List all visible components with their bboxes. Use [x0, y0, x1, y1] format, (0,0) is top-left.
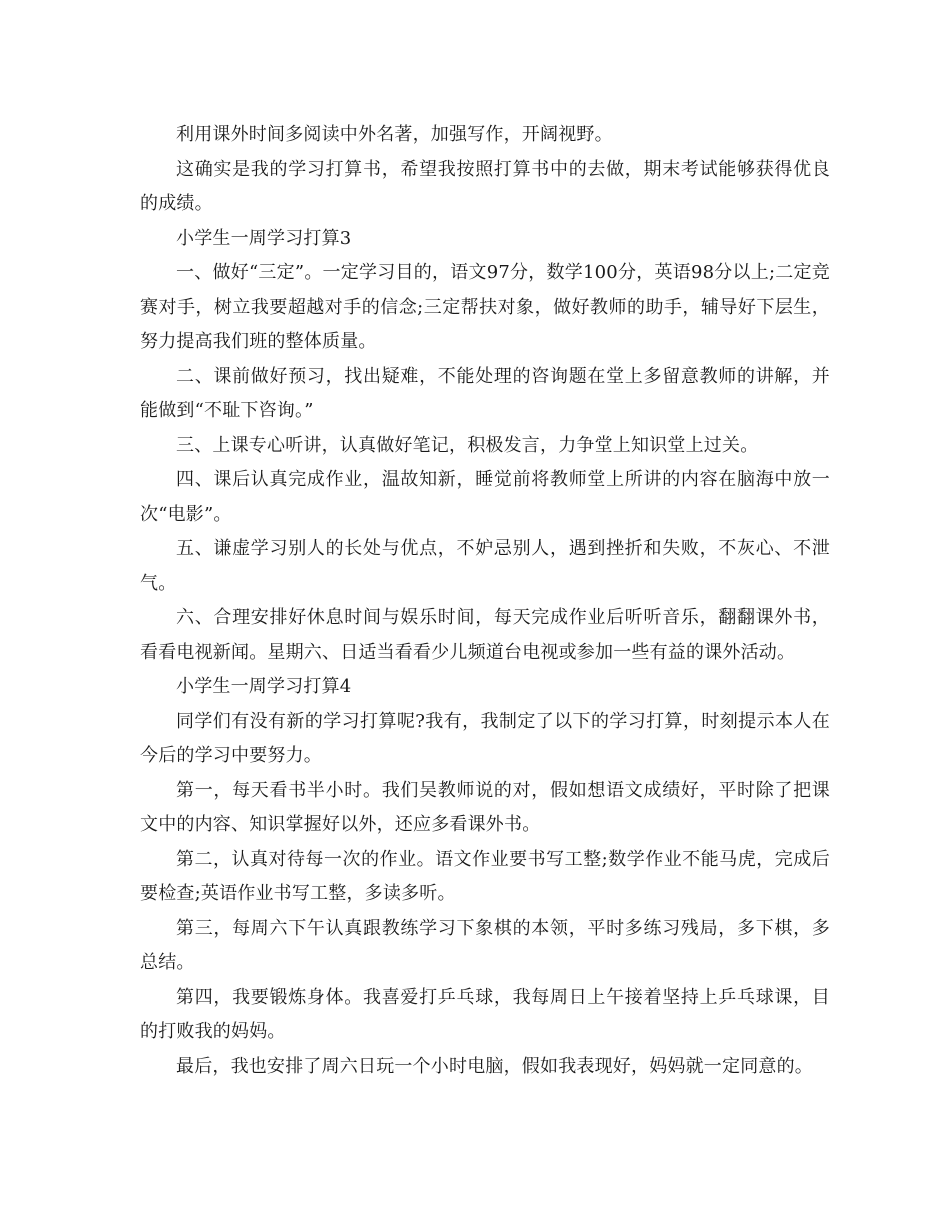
- paragraph-item-6: 六、合理安排好休息时间与娱乐时间，每天完成作业后听听音乐，翻翻课外书，看看电视新闻。星期六、日适当看看少儿频道台电视或参加一些有益的课外活动。: [140, 607, 830, 663]
- section-heading-plan-3: 小学生一周学习打算3: [176, 227, 352, 249]
- document-page: [140, 118, 830, 1084]
- paragraph-plan-summary: 这确实是我的学习打算书，希望我按照打算书中的去做，期末考试能够获得优良的成绩。: [140, 158, 830, 214]
- paragraph-first: 第一，每天看书半小时。我们吴教师说的对，假如想语文成绩好，平时除了把课文中的内容、知识掌握好以外，还应多看课外书。: [140, 779, 830, 835]
- paragraph-second: 第二，认真对待每一次的作业。语文作业要书写工整;数学作业不能马虎，完成后要检查;英语作业书写工整，多读多听。: [140, 848, 830, 904]
- paragraph-item-3: 三、上课专心听讲，认真做好笔记，积极发言，力争堂上知识堂上过关。: [176, 434, 759, 456]
- paragraph-third: 第三，每周六下午认真跟教练学习下象棋的本领，平时多练习残局，多下棋，多总结。: [140, 917, 830, 973]
- paragraph-item-5: 五、谦虚学习别人的长处与优点，不妒忌别人，遇到挫折和失败，不灰心、不泄气。: [140, 538, 830, 594]
- section-heading-plan-4: 小学生一周学习打算4: [176, 676, 352, 697]
- paragraph-fourth: 第四，我要锻炼身体。我喜爱打乒乓球，我每周日上午接着坚持上乒乓球课，目的打败我的妈妈。: [140, 986, 830, 1042]
- paragraph-finally: 最后，我也安排了周六日玩一个小时电脑，假如我表现好，妈妈就一定同意的。: [176, 1055, 813, 1077]
- paragraph-item-2: 二、课前做好预习，找出疑难，不能处理的咨询题在堂上多留意教师的讲解，并能做到“不耻下咨询。”: [140, 365, 830, 421]
- paragraph-reading-plan: 利用课外时间多阅读中外名著，加强写作，开阔视野。: [176, 124, 613, 145]
- paragraph-item-4: 四、课后认真完成作业，温故知新，睡觉前将教师堂上所讲的内容在脑海中放一次“电影”。: [140, 469, 830, 525]
- paragraph-item-1: 一、做好“三定”。一定学习目的，语文97分，数学100分，英语98分以上;二定竞赛对手，树立我要超越对手的信念;三定帮扶对象，做好教师的助手，辅导好下层生，努力提高我们班的整体质量。: [140, 262, 830, 352]
- paragraph-intro: 同学们有没有新的学习打算呢?我有，我制定了以下的学习打算，时刻提示本人在今后的学习中要努力。: [140, 710, 830, 766]
